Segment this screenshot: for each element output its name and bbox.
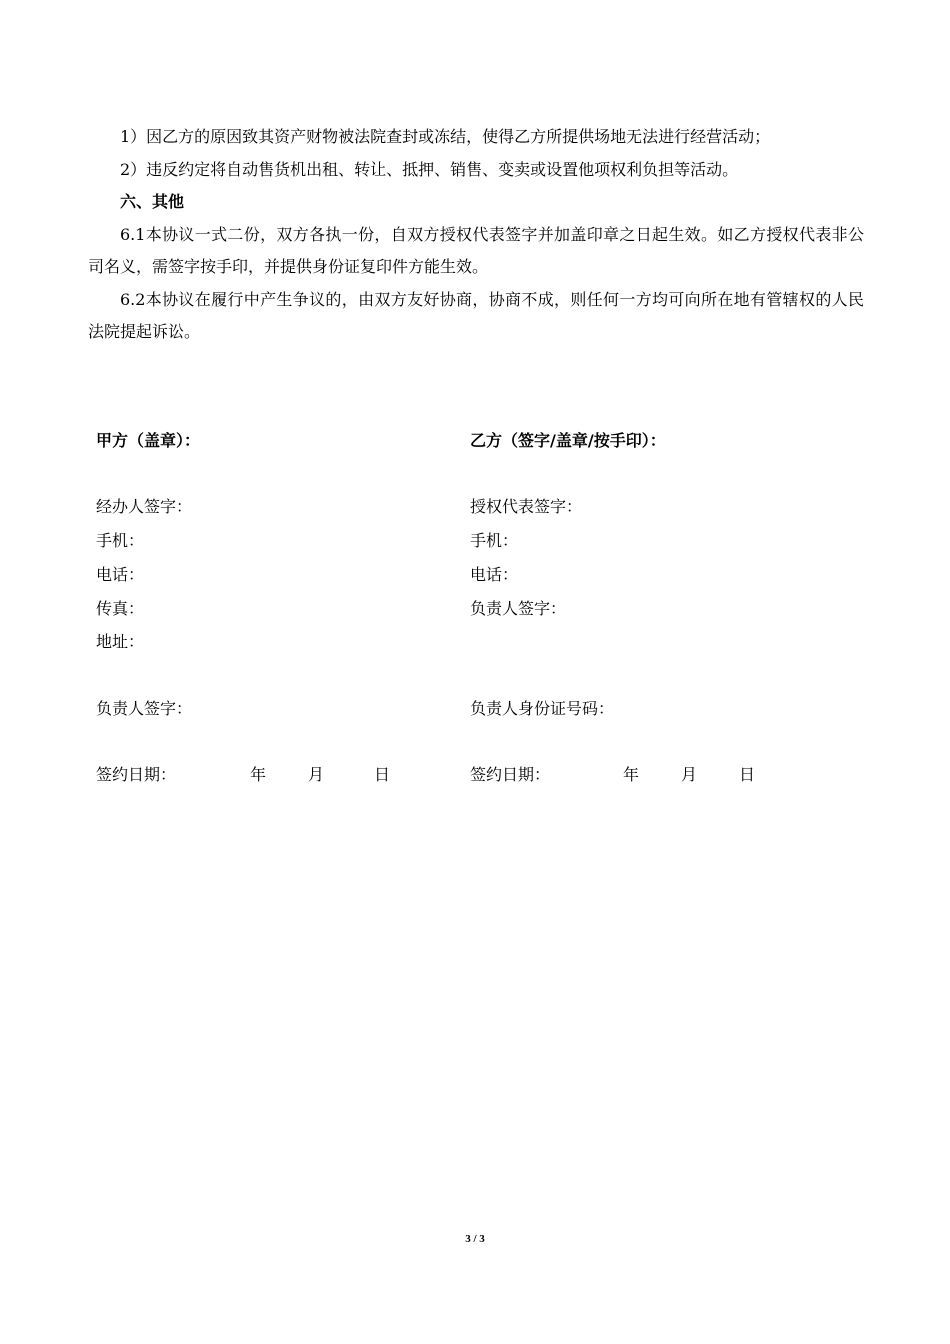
party-b-day: 日 (739, 765, 756, 784)
party-a-fax: 传真： (96, 599, 145, 618)
party-b-year: 年 (623, 765, 640, 784)
party-b-principal-sign: 负责人签字： (470, 599, 567, 618)
party-b-month: 月 (681, 765, 698, 784)
party-b-mobile: 手机： (470, 531, 519, 550)
party-a-phone: 电话： (96, 565, 145, 584)
party-a-mobile: 手机： (96, 531, 145, 550)
party-b-date-label: 签约日期： (470, 765, 551, 784)
party-a-title: 甲方（盖章）： (96, 431, 201, 450)
clause-6-2: 6.2本协议在履行中产生争议的，由双方友好协商，协商不成，则任何一方均可向所在地有管辖权的人民法院提起诉讼。 (88, 289, 864, 341)
contract-body (88, 121, 864, 349)
party-a-date-row (96, 762, 416, 784)
party-b-rep-sign: 授权代表签字： (470, 497, 583, 516)
clause-6-1: 6.1本协议一式二份，双方各执一份，自双方授权代表签字并加盖印章之日起生效。如乙方授权代表非公司名义，需签字按手印，并提供身份证复印件方能生效。 (88, 224, 864, 276)
party-a-day: 日 (374, 765, 391, 784)
party-a-address: 地址： (96, 632, 145, 651)
party-a-year: 年 (250, 765, 267, 784)
clause-2: 2）违反约定将自动售货机出租、转让、抵押、销售、变卖或设置他项权利负担等活动。 (120, 159, 739, 179)
party-a-principal-sign: 负责人签字： (96, 699, 193, 718)
party-a-date-label: 签约日期： (96, 765, 177, 784)
party-b-principal-id: 负责人身份证号码： (470, 699, 615, 718)
party-b-date-row (470, 762, 790, 784)
party-a-handler-sign: 经办人签字： (96, 497, 193, 516)
section-heading-others: 六、其他 (120, 192, 185, 211)
party-a-month: 月 (308, 765, 325, 784)
page-number: 3 / 3 (465, 1233, 485, 1245)
clause-1: 1）因乙方的原因致其资产财物被法院查封或冻结，使得乙方所提供场地无法进行经营活动； (120, 127, 771, 146)
party-b-phone: 电话： (470, 565, 519, 584)
party-b-title: 乙方（签字/盖章/按手印）： (470, 431, 666, 450)
